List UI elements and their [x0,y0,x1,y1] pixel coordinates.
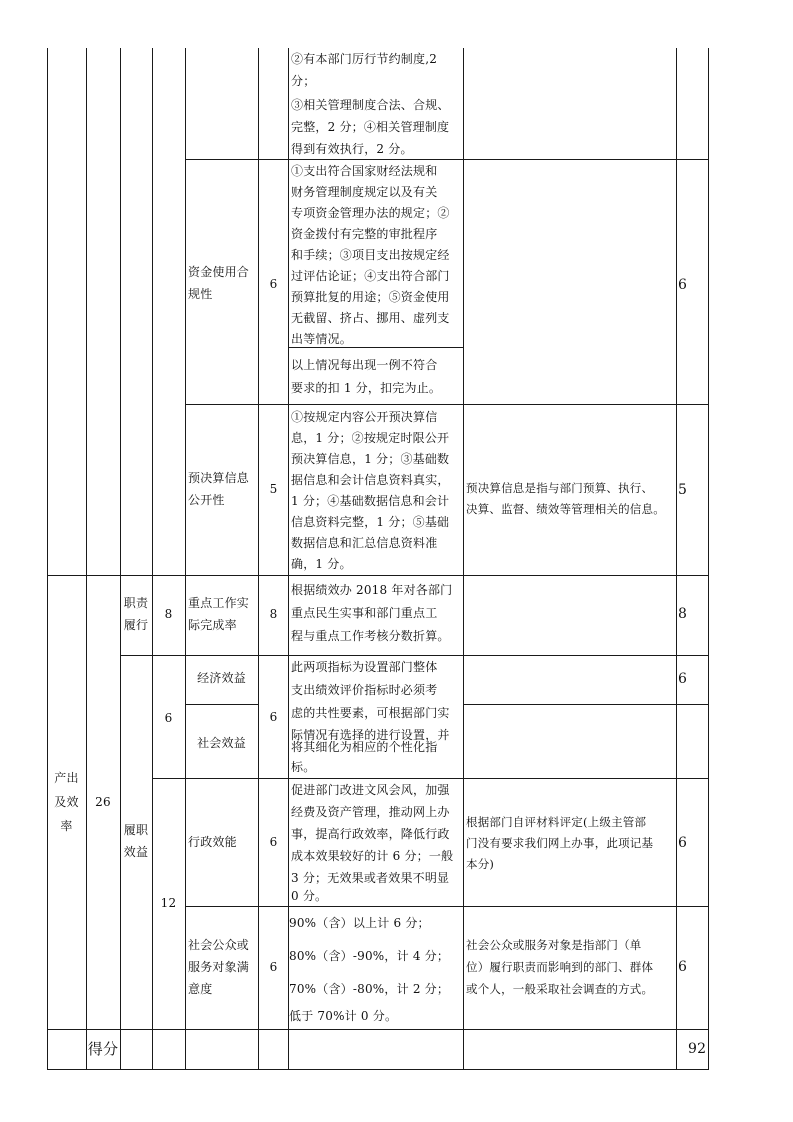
criteria-line: 成本效果较好的计 6 分；一般 [291,849,454,863]
indicator-weight: 5 [269,482,278,496]
criteria-line: 将其细化为相应的个性化指 [291,740,438,754]
criteria-line: 90%（含）以上计 6 分； [289,916,430,930]
criteria-line: 80%（含）-90%，计 4 分； [289,949,450,963]
grid-line [47,1029,709,1030]
notes-line: 门没有要求我们网上办事，此项记基 [466,836,654,850]
criteria-line: 完整，2 分；④相关管理制度 [291,120,450,134]
score-value: 6 [678,671,688,687]
criteria-line: 过评估论证；④支出符合部门 [291,269,450,283]
criteria-line: 出等情况。 [291,332,353,346]
grid-line [463,704,709,705]
criteria-line: 此两项指标为设置部门整体 [291,660,438,674]
notes-line: 位）履行职责而影响到的部门、群体 [466,960,654,974]
criteria-line: 预算批复的用途；⑤资金使用 [291,290,450,304]
indicator-label: 规性 [188,287,213,301]
criteria-line: 支出绩效评价指标时必须考 [291,683,438,697]
criteria-line: 根据绩效办 2018 年对各部门 [291,583,453,597]
grid-line [152,778,709,779]
category-label: 率 [60,819,73,833]
criteria-line: 经费及资产管理，推动网上办 [291,805,450,819]
grid-line [47,1069,709,1070]
criteria-line: 财务管理制度规定以及有关 [291,185,438,199]
notes-line: 社会公众或服务对象是指部门（单 [466,938,642,952]
indicator-label: 经济效益 [197,671,246,685]
grid-line [185,48,186,1070]
criteria-line: 数据信息和汇总信息资料准 [291,536,438,550]
grid-line [185,906,709,907]
grid-line [152,48,153,1070]
indicator-label: 际完成率 [188,618,237,632]
grid-line [47,575,709,576]
grid-line [463,48,464,1070]
indicator-label: 行政效能 [188,835,237,849]
criteria-line: 信息资料完整，1 分；⑤基础 [291,515,450,529]
notes-line: 或个人，一般采取社会调查的方式。 [466,982,654,996]
indicator-weight: 6 [269,710,278,724]
criteria-line: ①按规定内容公开预决算信 [291,410,438,424]
criteria-line: 际情况有选择的进行设置，并 [291,728,450,742]
indicator-label: 社会公众或 [188,938,250,952]
grid-line [120,655,709,656]
indicator-label: 重点工作实 [188,596,250,610]
criteria-line: 要求的扣 1 分，扣完为止。 [291,381,442,395]
category-label: 及效 [54,795,79,809]
criteria-line: 确，1 分。 [291,557,352,571]
criteria-line: 专项资金管理办法的规定；② [291,206,450,220]
criteria-line: 标。 [291,760,316,774]
indicator-label: 资金使用合 [188,265,250,279]
criteria-line: 70%（含）-80%，计 2 分； [289,982,450,996]
criteria-line: 程与重点工作考核分数折算。 [291,629,450,643]
score-value: 8 [678,606,688,622]
subcategory-weight: 12 [160,896,177,910]
criteria-line: 低于 70%计 0 分。 [289,1009,398,1023]
grid-line [185,404,709,405]
grid-line [86,48,87,1070]
notes-line: 根据部门自评材料评定(上级主管部 [466,815,647,829]
subcategory-label: 履职 [123,823,149,837]
grid-line [258,48,259,1070]
score-value: 6 [678,835,688,851]
subcategory-weight: 8 [164,607,173,621]
criteria-line: 促进部门改进文风会风，加强 [291,783,450,797]
indicator-label: 社会效益 [197,736,246,750]
grid-line [185,704,259,705]
criteria-line: 分； [291,74,316,88]
criteria-line: ③相关管理制度合法、合规、 [291,98,450,112]
criteria-line: 得到有效执行，2 分。 [291,142,413,156]
grid-line [708,48,709,1070]
subcategory-weight: 6 [164,711,173,725]
indicator-label: 预决算信息 [188,471,250,485]
notes-line: 本分) [466,857,495,871]
criteria-line: 息，1 分；②按规定时限公开 [291,431,450,445]
indicator-weight: 6 [269,960,278,974]
indicator-label: 服务对象满 [188,960,250,974]
criteria-line: 无截留、挤占、挪用、虚列支 [291,311,450,325]
category-weight: 26 [95,795,111,809]
criteria-line: ②有本部门厉行节约制度,2 [291,52,438,66]
score-value: 6 [678,277,688,293]
notes-line: 决算、监督、绩效等管理相关的信息。 [466,502,665,516]
notes-line: 预决算信息是指与部门预算、执行、 [466,481,654,495]
subcategory-label: 履行 [123,618,149,632]
criteria-line: 3 分；无效果或者效果不明显 [291,871,450,885]
criteria-line: 和手续；③项目支出按规定经 [291,248,450,262]
criteria-line: 以上情况每出现一例不符合 [291,358,438,372]
subcategory-label: 效益 [123,845,149,859]
criteria-line: ①支出符合国家财经法规和 [291,164,438,178]
score-value: 5 [678,482,688,498]
grid-line [47,48,48,1070]
criteria-line: 重点民生实事和部门重点工 [291,606,438,620]
total-label: 得分 [87,1040,119,1058]
score-value: 6 [678,959,688,975]
category-label: 产出 [54,771,79,785]
indicator-weight: 6 [269,835,278,849]
indicator-weight: 6 [269,277,278,291]
grid-line [676,48,677,1070]
criteria-line: 1 分；④基础数据信息和会计 [291,494,450,508]
criteria-line: 0 分。 [291,889,328,903]
criteria-line: 据信息和会计信息资料真实， [291,473,450,487]
criteria-line: 事，提高行政效率，降低行政 [291,827,450,841]
subcategory-label: 职责 [123,596,149,610]
total-score: 92 [688,1041,707,1057]
grid-line [185,159,709,160]
indicator-label: 意度 [188,982,213,996]
indicator-label: 公开性 [188,493,225,507]
indicator-weight: 8 [269,607,278,621]
grid-line [120,48,121,1070]
criteria-line: 虑的共性要素，可根据部门实 [291,706,450,720]
criteria-line: 预决算信息，1 分；③基础数 [291,452,450,466]
criteria-line: 资金拨付有完整的审批程序 [291,227,438,241]
